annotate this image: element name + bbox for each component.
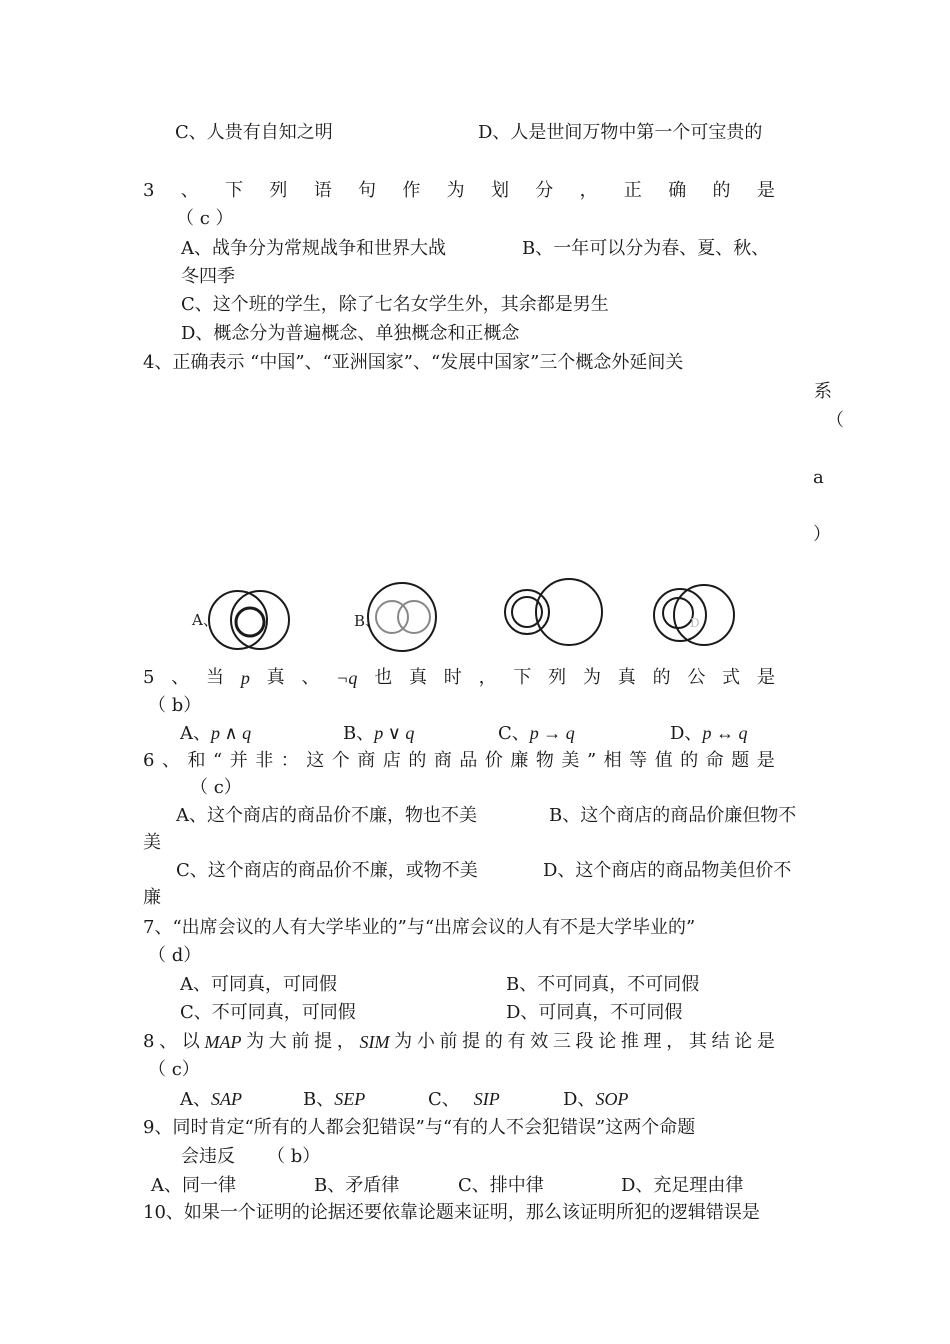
q8-option-b <box>303 1087 365 1112</box>
q6-stem-char: 个 <box>331 750 350 771</box>
q5-stem-part: 列 <box>548 667 567 688</box>
q3-stem <box>143 179 775 203</box>
q5-option-b <box>343 721 414 746</box>
q8-option-d <box>563 1087 628 1112</box>
q8-stem-part: 以 <box>181 1031 200 1052</box>
q5-option-c <box>498 721 575 746</box>
q6-stem-char: 等 <box>629 750 648 771</box>
q9-answer: （ b） <box>267 1146 321 1167</box>
q5-option-a-formula: p ∧ q <box>211 723 252 743</box>
q6-stem-char: 店 <box>382 750 401 771</box>
q6-option-d: D、这个商店的商品物美但价不 <box>543 860 792 881</box>
q6-stem-char: 这 <box>306 750 325 771</box>
q8-option-c <box>428 1087 500 1112</box>
q3-stem-char: 确 <box>668 180 687 201</box>
venn-diagram-d[interactable] <box>650 575 740 655</box>
q5-stem-part: 真 <box>266 667 285 688</box>
q7-answer: （ d） <box>148 945 202 966</box>
venn-d-circle-right <box>674 585 734 645</box>
q8-stem-part: ， <box>336 1031 355 1052</box>
q6-stem-char: 品 <box>459 750 478 771</box>
q8-option-d-label: D、 <box>563 1089 596 1110</box>
q8-stem-part: 大 <box>268 1031 287 1052</box>
q7-option-d: D、可同真，不可同假 <box>506 1002 683 1023</box>
q6-option-d-cont: 廉 <box>143 887 161 908</box>
q5-stem-part: 公 <box>687 667 706 688</box>
q4-paren-close: ） <box>813 524 831 545</box>
q8-stem-part: 有 <box>507 1031 526 1052</box>
q5-stem-part: 真 <box>408 667 427 688</box>
q6-stem-char: 非 <box>255 750 274 771</box>
q6-stem-char: ” <box>586 750 597 771</box>
q3-stem-char: 、 <box>180 180 199 201</box>
q5-option-d-label: D、 <box>670 723 703 744</box>
q8-option-a-value: SAP <box>211 1089 242 1109</box>
q5-stem <box>143 666 775 690</box>
q6-stem-char: 的 <box>408 750 427 771</box>
q5-stem-part: 当 <box>206 667 225 688</box>
q5-stem-not-q: ¬q <box>336 668 358 688</box>
q8-stem-part: 为 <box>246 1031 265 1052</box>
q8-stem-part: 论 <box>734 1031 753 1052</box>
q5-stem-part: 也 <box>374 667 393 688</box>
q8-stem-part: 其 <box>688 1031 707 1052</box>
q6-option-c: C、这个商店的商品价不廉，或物不美 <box>176 860 478 881</box>
q5-option-b-formula: p ∨ q <box>374 723 415 743</box>
q6-stem-char: 命 <box>705 750 724 771</box>
q2-option-d: D、人是世间万物中第一个可宝贵的 <box>478 122 763 143</box>
q3-stem-char: 分 <box>535 180 554 201</box>
q8-option-a <box>180 1087 242 1112</box>
q8-stem-part: 理 <box>643 1031 662 1052</box>
q6-stem-char: 商 <box>357 750 376 771</box>
q8-stem-map: MAP <box>204 1032 242 1052</box>
q9-stem: 9、同时肯定“所有的人都会犯错误”与“有的人不会犯错误”这两个命题 <box>143 1117 696 1138</box>
q5-stem-part: 式 <box>722 667 741 688</box>
q3-option-c: C、这个班的学生，除了七名女学生外，其余都是男生 <box>181 294 609 315</box>
q8-option-c-label: C、 <box>428 1089 460 1110</box>
q8-option-a-label: A、 <box>180 1089 211 1110</box>
q6-stem <box>143 749 775 773</box>
q8-stem-part: 段 <box>575 1031 594 1052</box>
q8-stem-part: 前 <box>439 1031 458 1052</box>
venn-diagram-a[interactable] <box>188 580 308 660</box>
q3-stem-char: 划 <box>490 180 509 201</box>
q9-option-a: A、同一律 <box>151 1175 236 1196</box>
q10-stem: 10、如果一个证明的论据还要依靠论题来证明，那么该证明所犯的逻辑错误是 <box>143 1202 760 1223</box>
q5-stem-part: 的 <box>652 667 671 688</box>
q6-option-b-cont: 美 <box>143 832 161 853</box>
q6-stem-char: 廉 <box>510 750 529 771</box>
q5-stem-part: 、 <box>301 667 320 688</box>
venn-b-circle-right <box>398 601 430 633</box>
q4-paren-open: （ <box>826 410 844 431</box>
q6-stem-char: 6 <box>143 750 155 771</box>
q8-stem-sim: SIM <box>359 1032 390 1052</box>
venn-d-circle-inner <box>663 598 693 628</box>
q3-stem-char: 是 <box>756 180 775 201</box>
q3-stem-char: 正 <box>623 180 642 201</box>
q5-stem-part: 时 <box>443 667 462 688</box>
q8-stem-part: 的 <box>484 1031 503 1052</box>
q3-stem-char: 下 <box>225 180 244 201</box>
q6-stem-char: 相 <box>603 750 622 771</box>
q5-option-c-label: C、 <box>498 723 530 744</box>
q8-answer: （ c） <box>148 1059 200 1080</box>
q6-stem-char: 的 <box>680 750 699 771</box>
q3-stem-char: 作 <box>402 180 421 201</box>
q8-option-d-value: SOP <box>595 1089 629 1109</box>
q5-option-a <box>180 721 251 746</box>
q8-option-b-value: SEP <box>334 1089 366 1109</box>
q6-stem-char: 值 <box>654 750 673 771</box>
venn-diagram-b[interactable] <box>352 575 452 659</box>
q3-stem-char: 的 <box>712 180 731 201</box>
q9-option-d: D、充足理由律 <box>621 1175 744 1196</box>
q3-stem-char: ， <box>579 180 598 201</box>
q6-stem-char: “ <box>213 750 223 771</box>
q8-stem-part: 推 <box>620 1031 639 1052</box>
q9-option-c: C、排中律 <box>458 1175 544 1196</box>
q8-stem-part: 结 <box>711 1031 730 1052</box>
q3-answer: （ c ） <box>176 208 234 229</box>
q8-stem-part: 提 <box>462 1031 481 1052</box>
q3-stem-char: 为 <box>446 180 465 201</box>
q6-stem-char: 物 <box>535 750 554 771</box>
q5-stem-part: 下 <box>513 667 532 688</box>
q8-stem-part: ， <box>666 1031 685 1052</box>
q6-stem-char: 并 <box>229 750 248 771</box>
q6-stem-char: 和 <box>187 750 206 771</box>
q7-stem: 7、“出席会议的人有大学毕业的”与“出席会议的人有不是大学毕业的” <box>143 917 696 938</box>
q5-stem-part: 真 <box>617 667 636 688</box>
venn-a-label: A、 <box>192 611 218 629</box>
q5-stem-part: 5 <box>143 667 155 688</box>
q9-stem-cont: 会违反 <box>181 1146 235 1167</box>
q6-option-b: B、这个商店的商品价廉但物不 <box>549 805 797 826</box>
q5-option-b-label: B、 <box>343 723 375 744</box>
q8-stem <box>143 1030 775 1054</box>
q8-option-c-value: SIP <box>473 1089 500 1109</box>
q8-stem-part: 8 <box>143 1031 155 1052</box>
q5-option-d <box>670 721 747 746</box>
q5-option-c-formula: p → q <box>529 723 575 743</box>
q8-stem-part: 论 <box>598 1031 617 1052</box>
q6-stem-char: 商 <box>433 750 452 771</box>
q4-answer: a <box>813 467 824 488</box>
q7-option-c: C、不可同真，可同假 <box>180 1002 356 1023</box>
q4-stem: 4、正确表示 “中国”、“亚洲国家”、“发展中国家”三个概念外延间关 <box>143 352 684 373</box>
q5-stem-part: ， <box>478 667 497 688</box>
venn-diagram-c[interactable] <box>500 575 610 651</box>
q3-stem-char: 语 <box>313 180 332 201</box>
q5-stem-part: 为 <box>582 667 601 688</box>
q5-stem-part: 、 <box>171 667 190 688</box>
q3-stem-char: 3 <box>143 180 155 201</box>
q6-option-a: A、这个商店的商品价不廉，物也不美 <box>176 805 477 826</box>
q8-stem-part: 三 <box>552 1031 571 1052</box>
q5-stem-var-p: p <box>240 668 250 688</box>
q8-stem-part: 小 <box>416 1031 435 1052</box>
q8-stem-part: 为 <box>394 1031 413 1052</box>
q6-stem-char: 是 <box>756 750 775 771</box>
q5-stem-part: 是 <box>756 667 775 688</box>
q2-option-c: C、人贵有自知之明 <box>175 122 333 143</box>
q8-stem-part: 提 <box>314 1031 333 1052</box>
q3-option-a: A、战争分为常规战争和世界大战 <box>181 238 446 259</box>
q8-stem-part: 前 <box>291 1031 310 1052</box>
q9-option-b: B、矛盾律 <box>314 1175 400 1196</box>
venn-d-label: D <box>690 616 700 630</box>
q3-option-b: B、一年可以分为春、夏、秋、 <box>522 238 770 259</box>
q7-option-b: B、不可同真，不可同假 <box>506 974 700 995</box>
q6-stem-char: ： <box>280 750 299 771</box>
q6-answer: （ c） <box>190 777 242 798</box>
q3-option-d: D、概念分为普遍概念、单独概念和正概念 <box>181 323 520 344</box>
q3-option-b-cont: 冬四季 <box>181 266 235 287</box>
q8-stem-part: 、 <box>159 1031 178 1052</box>
venn-b-label: B、 <box>354 612 381 630</box>
q8-stem-part: 效 <box>530 1031 549 1052</box>
q3-stem-char: 句 <box>358 180 377 201</box>
q6-stem-char: 题 <box>731 750 750 771</box>
q6-stem-char: 美 <box>561 750 580 771</box>
venn-a-circle-inner <box>236 608 264 636</box>
q8-stem-part: 是 <box>756 1031 775 1052</box>
venn-c-circle-right <box>536 579 602 645</box>
q5-option-d-formula: p ↔ q <box>702 723 748 743</box>
q6-stem-char: 价 <box>484 750 503 771</box>
q5-answer: （ b） <box>148 695 202 716</box>
q8-option-b-label: B、 <box>303 1089 335 1110</box>
q5-option-a-label: A、 <box>180 723 211 744</box>
q4-stem-end: 系 <box>814 381 832 402</box>
q6-stem-char: 、 <box>161 750 180 771</box>
q7-option-a: A、可同真，可同假 <box>180 974 337 995</box>
q3-stem-char: 列 <box>269 180 288 201</box>
